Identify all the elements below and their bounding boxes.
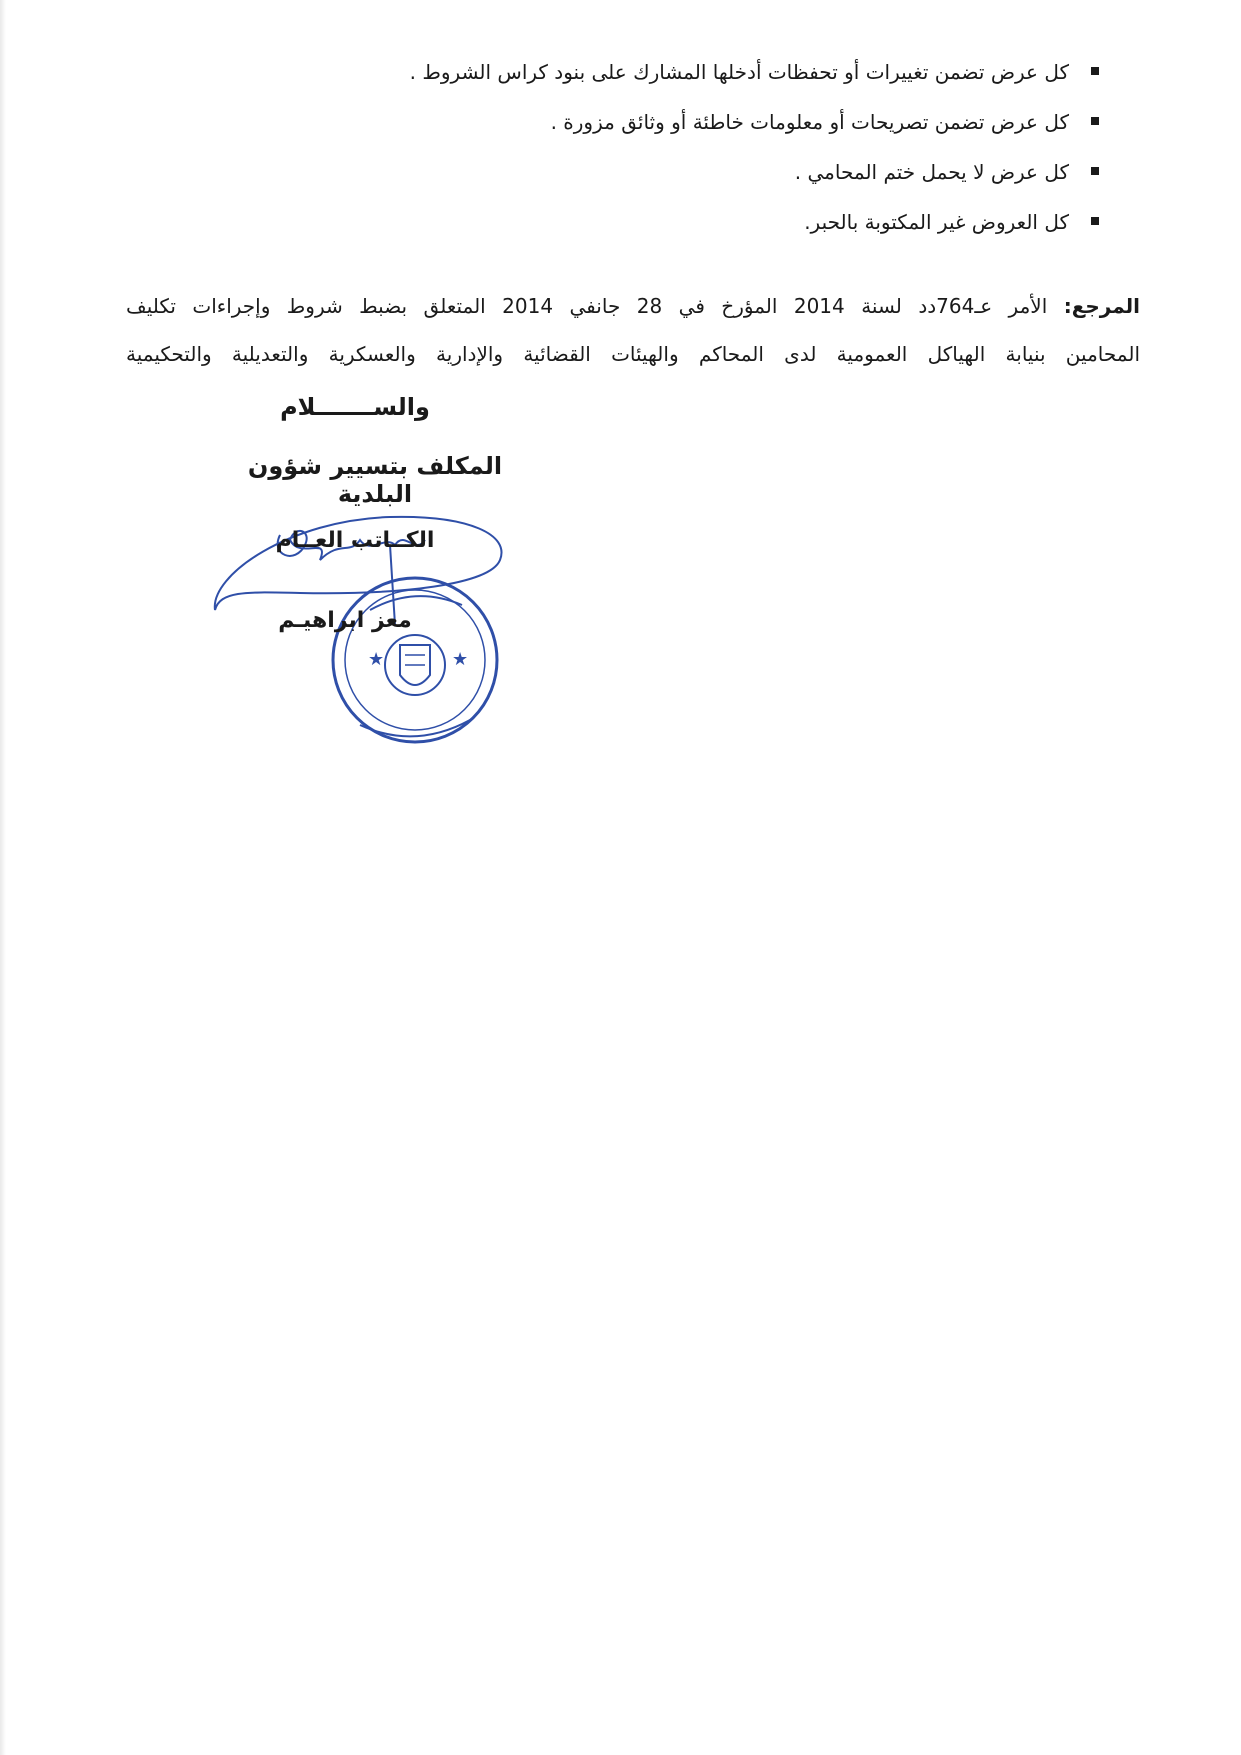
list-item [291,158,1111,208]
reference-paragraph [126,282,1140,378]
list-item-text: كل عرض تضمن تغييرات أو تحفظات أدخلها المشارك على بنود كراس الشروط . [409,60,1069,84]
signatory-title: الكــاتب العــام [275,528,435,553]
svg-text:★: ★ [452,649,469,670]
reference-line-1: الأمر عـ764دد لسنة 2014 المؤرخ في 28 جانفي 2014 المتعلق بضبط شروط وإجراءات تكليف [126,294,1048,318]
reference-label: المرجع: [1063,294,1140,318]
list-item-text: كل عرض تضمن تصريحات أو معلومات خاطئة أو وثائق مزورة . [550,110,1069,134]
square-bullet-icon [1091,217,1099,225]
stamp-icon [333,578,497,742]
scan-edge-shadow [0,0,6,1755]
square-bullet-icon [1091,117,1099,125]
square-bullet-icon [1091,67,1099,75]
list-item-text: كل العروض غير المكتوبة بالحبر. [804,210,1069,234]
list-item [291,108,1111,158]
closing-greeting: والســـــــلام [280,393,430,421]
svg-text:★: ★ [368,649,385,670]
list-item [291,208,1111,258]
square-bullet-icon [1091,167,1099,175]
list-item [291,58,1111,108]
signature-and-stamp [200,515,580,775]
exclusion-list [291,58,1111,258]
reference-line-2: المحامين بنيابة الهياكل العمومية لدى المحاكم والهيئات القضائية والإدارية والعسكرية والتعديلية والتحكيمية [126,342,1140,366]
official-title: المكلف بتسيير شؤون البلدية [247,452,503,508]
signatory-name: معز ابراهيـم [278,608,412,633]
list-item-text: كل عرض لا يحمل ختم المحامي . [794,160,1069,184]
